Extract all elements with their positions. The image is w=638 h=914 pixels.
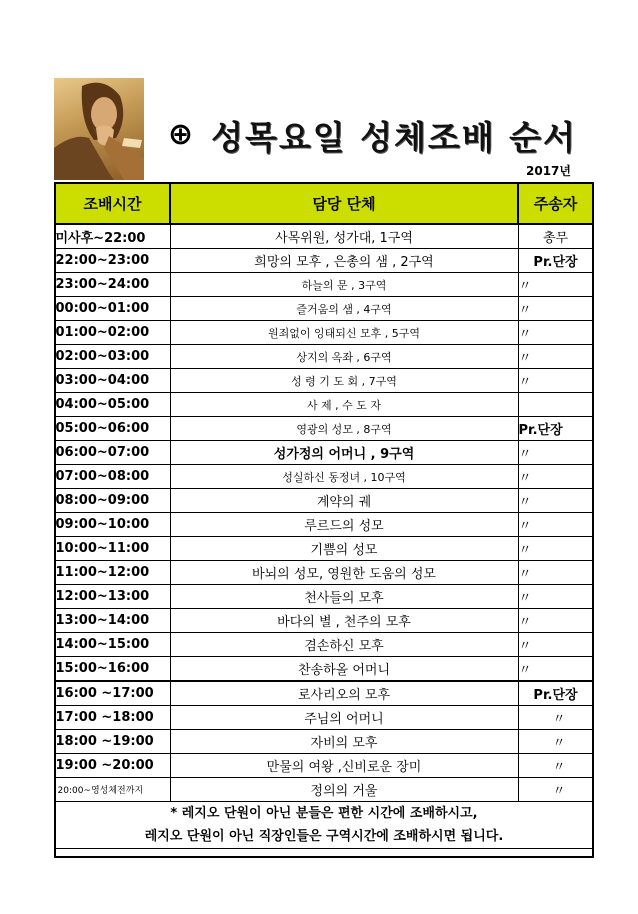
table-row <box>55 393 593 417</box>
table-row <box>55 489 593 513</box>
group-cell: 바뇌의 성모, 영원한 도움의 성모 <box>170 561 518 585</box>
table-row <box>55 585 593 609</box>
group-cell: 겸손하신 모후 <box>170 633 518 657</box>
time-cell: 18:00 ~19:00 <box>55 730 170 754</box>
time-cell: 03:00~04:00 <box>55 369 170 393</box>
leader-cell: 〃 <box>518 273 593 297</box>
group-cell: 바다의 별 , 천주의 모후 <box>170 609 518 633</box>
leader-cell: 〃 <box>518 369 593 393</box>
table-row <box>55 369 593 393</box>
group-cell: 찬송하올 어머니 <box>170 657 518 682</box>
year-label: 2017년 <box>526 164 571 178</box>
table-row <box>55 249 593 273</box>
group-cell: 원죄없이 잉태되신 모후 , 5구역 <box>170 321 518 345</box>
title-row <box>168 110 577 160</box>
table-row <box>55 706 593 730</box>
note-line-2: 레지오 단원이 아닌 직장인들은 구역시간에 조배하시면 됩니다. <box>144 829 504 844</box>
leader-cell: 〃 <box>518 321 593 345</box>
leader-cell: 〃 <box>518 297 593 321</box>
page-title: 성목요일 성체조배 순서 <box>211 117 577 157</box>
time-cell: 미사후~22:00 <box>55 224 170 249</box>
note-line-1: * 레지오 단원이 아닌 분들은 편한 시간에 조배하시고, <box>170 806 478 821</box>
leader-cell: 〃 <box>518 537 593 561</box>
time-cell: 09:00~10:00 <box>55 513 170 537</box>
table-row <box>55 465 593 489</box>
time-cell: 23:00~24:00 <box>55 273 170 297</box>
table-row <box>55 297 593 321</box>
table-row <box>55 513 593 537</box>
group-cell: 성 령 기 도 회 , 7구역 <box>170 369 518 393</box>
time-cell: 06:00~07:00 <box>55 441 170 465</box>
table-row <box>55 730 593 754</box>
time-cell: 15:00~16:00 <box>55 657 170 682</box>
leader-cell: 〃 <box>518 730 593 754</box>
group-cell: 영광의 성모 , 8구역 <box>170 417 518 441</box>
time-cell: 13:00~14:00 <box>55 609 170 633</box>
cross-icon: ⊕ <box>168 117 194 152</box>
table-header-row <box>55 183 593 224</box>
table-row <box>55 321 593 345</box>
group-cell: 주님의 어머니 <box>170 706 518 730</box>
praying-figure-picture <box>54 78 144 180</box>
time-cell: 20:00~영성체전까지 <box>55 778 170 802</box>
table-row <box>55 273 593 297</box>
time-cell: 14:00~15:00 <box>55 633 170 657</box>
time-cell: 00:00~01:00 <box>55 297 170 321</box>
table-row <box>55 561 593 585</box>
table-row <box>55 633 593 657</box>
time-cell: 10:00~11:00 <box>55 537 170 561</box>
table-row <box>55 754 593 778</box>
column-header-time: 조배시간 <box>55 183 170 224</box>
time-cell: 19:00 ~20:00 <box>55 754 170 778</box>
column-header-leader: 주송자 <box>518 183 593 224</box>
group-cell: 로사리오의 모후 <box>170 681 518 706</box>
leader-cell: 〃 <box>518 513 593 537</box>
time-cell: 22:00~23:00 <box>55 249 170 273</box>
column-header-group: 담당 단체 <box>170 183 518 224</box>
group-cell: 성가정의 어머니 , 9구역 <box>170 441 518 465</box>
group-cell: 기쁨의 성모 <box>170 537 518 561</box>
table-row <box>55 441 593 465</box>
group-cell: 성실하신 동정녀 , 10구역 <box>170 465 518 489</box>
table-row <box>55 345 593 369</box>
group-cell: 자비의 모후 <box>170 730 518 754</box>
group-cell: 계약의 궤 <box>170 489 518 513</box>
table-row <box>55 657 593 682</box>
leader-cell: 〃 <box>518 706 593 730</box>
leader-cell: 〃 <box>518 489 593 513</box>
group-cell: 사목위원, 성가대, 1구역 <box>170 224 518 249</box>
leader-cell: 〃 <box>518 657 593 682</box>
group-cell: 천사들의 모후 <box>170 585 518 609</box>
leader-cell: 〃 <box>518 609 593 633</box>
leader-cell: 〃 <box>518 585 593 609</box>
time-cell: 05:00~06:00 <box>55 417 170 441</box>
leader-cell: 〃 <box>518 345 593 369</box>
leader-cell: 〃 <box>518 441 593 465</box>
leader-cell: 총무 <box>518 224 593 249</box>
table-row <box>55 224 593 249</box>
time-cell: 17:00 ~18:00 <box>55 706 170 730</box>
time-cell: 16:00 ~17:00 <box>55 681 170 706</box>
table-row <box>55 417 593 441</box>
time-cell: 11:00~12:00 <box>55 561 170 585</box>
group-cell: 루르드의 성모 <box>170 513 518 537</box>
leader-cell: 〃 <box>518 778 593 802</box>
schedule-table <box>54 182 594 849</box>
leader-cell: 〃 <box>518 465 593 489</box>
group-cell: 희망의 모후 , 은총의 샘 , 2구역 <box>170 249 518 273</box>
leader-cell: Pr.단장 <box>518 681 593 706</box>
table-row <box>55 778 593 802</box>
note-row <box>55 802 593 849</box>
table-row <box>55 537 593 561</box>
leader-cell: 〃 <box>518 754 593 778</box>
time-cell: 04:00~05:00 <box>55 393 170 417</box>
group-cell: 만물의 여왕 ,신비로운 장미 <box>170 754 518 778</box>
table-row <box>55 609 593 633</box>
time-cell: 08:00~09:00 <box>55 489 170 513</box>
leader-cell: 〃 <box>518 561 593 585</box>
table-row <box>55 681 593 706</box>
leader-cell: 〃 <box>518 633 593 657</box>
time-cell: 07:00~08:00 <box>55 465 170 489</box>
group-cell: 즐거움의 샘 , 4구역 <box>170 297 518 321</box>
leader-cell: Pr.단장 <box>518 249 593 273</box>
group-cell: 상지의 옥좌 , 6구역 <box>170 345 518 369</box>
note-cell <box>55 802 593 849</box>
group-cell: 하늘의 문 , 3구역 <box>170 273 518 297</box>
time-cell: 01:00~02:00 <box>55 321 170 345</box>
time-cell: 12:00~13:00 <box>55 585 170 609</box>
leader-cell <box>518 393 593 417</box>
group-cell: 정의의 거울 <box>170 778 518 802</box>
leader-cell: Pr.단장 <box>518 417 593 441</box>
time-cell: 02:00~03:00 <box>55 345 170 369</box>
group-cell: 사 제 , 수 도 자 <box>170 393 518 417</box>
